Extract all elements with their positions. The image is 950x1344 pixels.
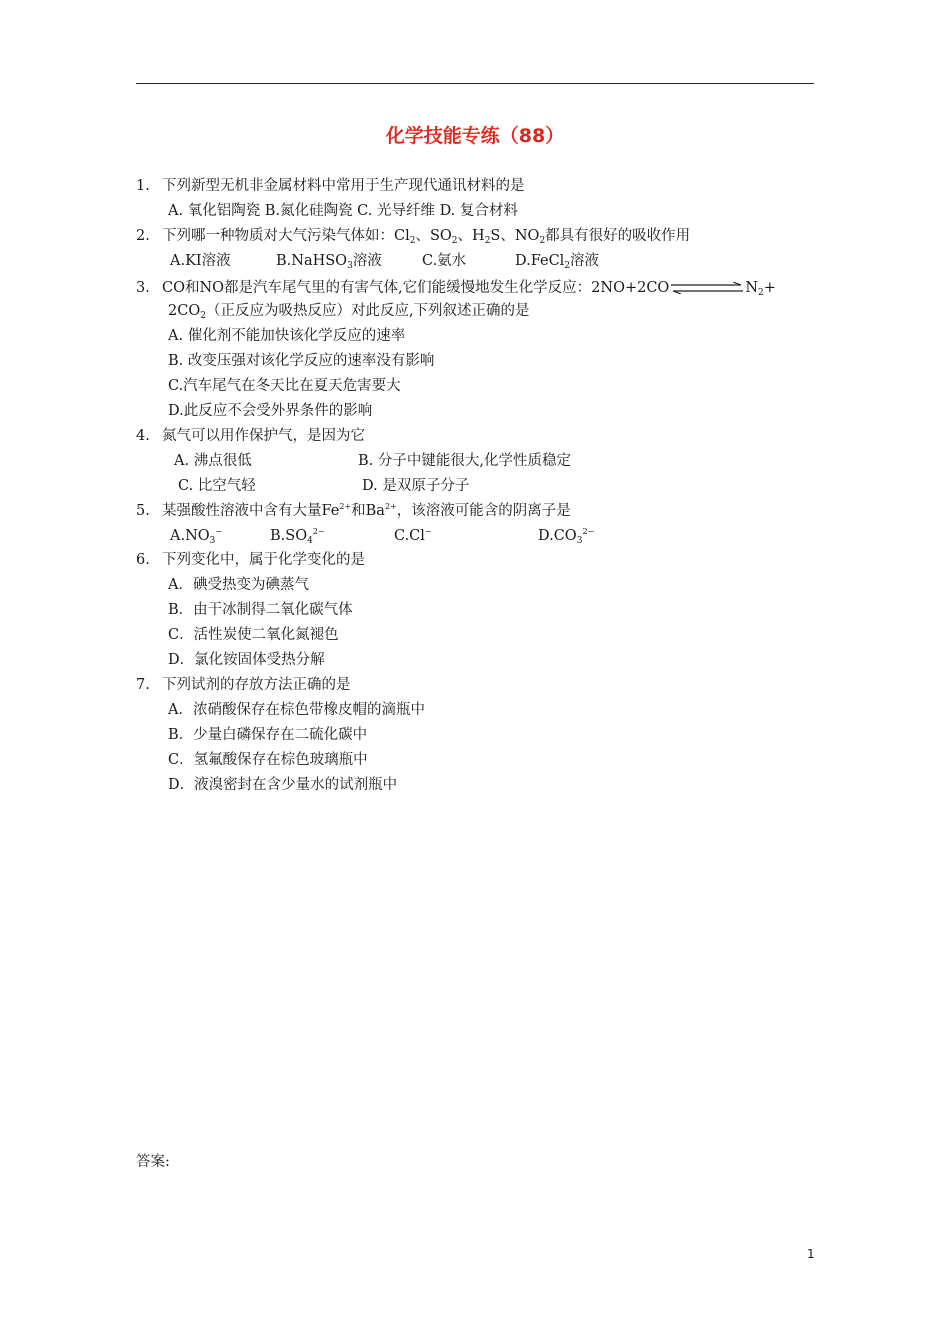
superscript: 2+ bbox=[384, 502, 397, 511]
question-number: 4. bbox=[136, 428, 150, 444]
header-rule bbox=[136, 83, 814, 84]
option-d: D.此反应不会受外界条件的影响 bbox=[168, 403, 373, 419]
question-text: 、H bbox=[457, 228, 485, 244]
option-a: A.KI溶液 bbox=[170, 253, 231, 269]
option-d bbox=[538, 526, 594, 546]
question-number: 5. bbox=[136, 503, 150, 519]
option-d bbox=[515, 251, 599, 271]
superscript: − bbox=[424, 527, 432, 536]
option-c: C．活性炭使二氧化氮褪色 bbox=[168, 627, 339, 643]
subscript: 3 bbox=[347, 261, 353, 271]
subscript: 4 bbox=[307, 536, 313, 546]
option-text: D.FeCl bbox=[515, 253, 565, 269]
question-text: 、SO bbox=[415, 228, 452, 244]
superscript: 2− bbox=[312, 527, 325, 536]
answer-label: 答案: bbox=[136, 1154, 170, 1170]
question-text: 下列哪一种物质对大气污染气体如：Cl bbox=[162, 228, 410, 244]
subscript: 3 bbox=[209, 536, 216, 546]
subscript: 2 bbox=[409, 236, 416, 246]
option-text: C.Cl bbox=[394, 528, 425, 544]
subscript: 2 bbox=[564, 261, 571, 271]
option-a: A．浓硝酸保存在棕色带橡皮帽的滴瓶中 bbox=[168, 702, 425, 718]
question-3-continued bbox=[168, 301, 530, 321]
question-text: N bbox=[745, 280, 759, 296]
option-b bbox=[270, 526, 325, 546]
question-text: 2CO bbox=[168, 303, 201, 319]
question-text: 下列变化中，属于化学变化的是 bbox=[162, 552, 365, 568]
superscript: − bbox=[215, 527, 223, 536]
subscript: 2 bbox=[451, 236, 458, 246]
option-a: A．碘受热变为碘蒸气 bbox=[168, 577, 309, 593]
option-d: D. 是双原子分子 bbox=[362, 478, 470, 494]
option-text: 溶液 bbox=[570, 253, 600, 269]
superscript: 2− bbox=[582, 527, 595, 536]
option-c: C.汽车尾气在冬天比在夏天危害要大 bbox=[168, 378, 401, 394]
question-text: （正反应为吸热反应）对此反应,下列叙述正确的是 bbox=[205, 303, 530, 319]
option-c: C. 比空气轻 bbox=[178, 478, 256, 494]
option-b: B. 改变压强对该化学反应的速率没有影响 bbox=[168, 353, 435, 369]
question-1-options: A. 氧化铝陶瓷 B.氮化硅陶瓷 C. 光导纤维 D. 复合材料 bbox=[168, 203, 518, 219]
page-title: 化学技能专练（88） bbox=[385, 125, 565, 147]
question-3 bbox=[136, 278, 776, 298]
question-1 bbox=[136, 176, 525, 196]
option-text: D.CO bbox=[538, 528, 577, 544]
option-c: C．氢氟酸保存在棕色玻璃瓶中 bbox=[168, 752, 368, 768]
question-text: CO和NO都是汽车尾气里的有害气体,它们能缓慢地发生化学反应：2NO+2CO bbox=[162, 280, 670, 296]
option-d: D．液溴密封在含少量水的试剂瓶中 bbox=[168, 777, 398, 793]
question-number: 7. bbox=[136, 677, 150, 693]
question-5 bbox=[136, 501, 571, 521]
question-4 bbox=[136, 426, 365, 446]
question-number: 6. bbox=[136, 552, 150, 568]
option-b: B．少量白磷保存在二硫化碳中 bbox=[168, 727, 368, 743]
question-text: S、NO bbox=[490, 228, 540, 244]
option-text: A.NO bbox=[170, 528, 210, 544]
option-text: B.NaHSO bbox=[276, 253, 348, 269]
option-text: 溶液 bbox=[352, 253, 382, 269]
question-text: 和Ba bbox=[351, 503, 385, 519]
option-text: B.SO bbox=[270, 528, 308, 544]
question-7 bbox=[136, 675, 351, 695]
question-text: 下列新型无机非金属材料中常用于生产现代通讯材料的是 bbox=[162, 178, 525, 194]
subscript: 2 bbox=[200, 311, 206, 321]
superscript: 2+ bbox=[339, 502, 352, 511]
option-a: A. 催化剂不能加快该化学反应的速率 bbox=[168, 328, 406, 344]
subscript: 3 bbox=[576, 536, 583, 546]
option-c: C.氨水 bbox=[422, 253, 467, 269]
option-b bbox=[276, 251, 382, 271]
question-text: 某强酸性溶液中含有大量Fe bbox=[162, 503, 340, 519]
question-text: 都具有很好的吸收作用 bbox=[545, 228, 691, 244]
question-text: 氮气可以用作保护气，是因为它 bbox=[162, 428, 365, 444]
option-a: A. 沸点很低 bbox=[174, 453, 252, 469]
subscript: 2 bbox=[758, 288, 764, 298]
question-number: 2. bbox=[136, 228, 150, 244]
page-number: 1 bbox=[807, 1247, 815, 1261]
subscript: 2 bbox=[484, 236, 491, 246]
question-6 bbox=[136, 550, 365, 570]
option-b: B. 分子中键能很大,化学性质稳定 bbox=[358, 453, 571, 469]
subscript: 2 bbox=[539, 236, 546, 246]
option-d: D．氯化铵固体受热分解 bbox=[168, 652, 325, 668]
question-text: 下列试剂的存放方法正确的是 bbox=[162, 677, 351, 693]
option-b: B．由干冰制得二氧化碳气体 bbox=[168, 602, 353, 618]
option-c bbox=[394, 526, 432, 546]
equilibrium-arrows-icon bbox=[671, 282, 743, 294]
option-a bbox=[170, 526, 222, 546]
question-number: 3. bbox=[136, 280, 150, 296]
question-text: ，该溶液可能含的阴离子是 bbox=[396, 503, 571, 519]
question-text: + bbox=[763, 280, 776, 296]
question-2 bbox=[136, 226, 690, 246]
question-number: 1. bbox=[136, 178, 150, 194]
